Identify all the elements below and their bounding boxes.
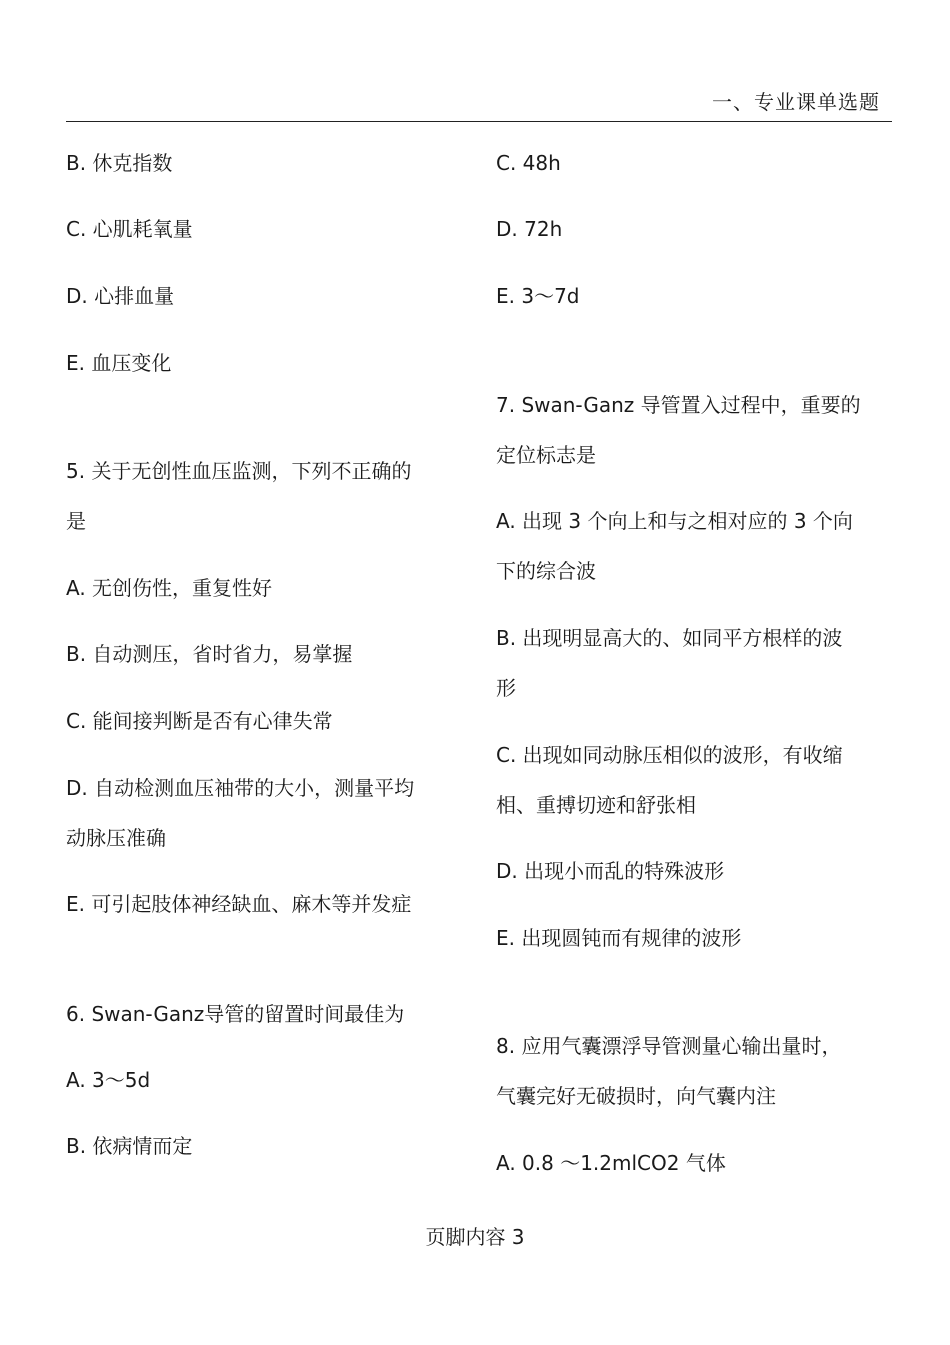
right-column-line: A. 0.8 ～1.2mlCO2 气体 <box>496 1151 726 1175</box>
header-rule <box>66 121 892 122</box>
left-column-line: A. 无创伤性，重复性好 <box>66 576 273 600</box>
left-column-line: B. 休克指数 <box>66 151 173 175</box>
right-column-line: 定位标志是 <box>496 443 596 467</box>
right-column-line: A. 出现 3 个向上和与之相对应的 3 个向 <box>496 509 853 533</box>
right-column-line: 下的综合波 <box>496 559 596 583</box>
right-column-line: E. 3～7d <box>496 284 580 308</box>
left-column-line: E. 可引起肢体神经缺血、麻木等并发症 <box>66 892 412 916</box>
right-column-line: C. 48h <box>496 151 561 175</box>
right-column-line: 7. Swan-Ganz 导管置入过程中，重要的 <box>496 393 861 417</box>
right-column-line: 相、重搏切迹和舒张相 <box>496 793 696 817</box>
left-column-line: 是 <box>66 509 86 533</box>
left-column-line: 动脉压准确 <box>66 826 166 850</box>
page-footer: 页脚内容 3 <box>425 1225 525 1249</box>
right-column-line: D. 72h <box>496 217 563 241</box>
left-column-line: A. 3～5d <box>66 1068 151 1092</box>
right-column-line: B. 出现明显高大的、如同平方根样的波 <box>496 626 843 650</box>
left-column-line: D. 自动检测血压袖带的大小，测量平均 <box>66 776 415 800</box>
left-column-line: 5. 关于无创性血压监测，下列不正确的 <box>66 459 412 483</box>
left-column-line: E. 血压变化 <box>66 351 172 375</box>
left-column-line: B. 自动测压，省时省力，易掌握 <box>66 642 353 666</box>
right-column-line: C. 出现如同动脉压相似的波形，有收缩 <box>496 743 843 767</box>
left-column-line: 6. Swan-Ganz导管的留置时间最佳为 <box>66 1002 405 1026</box>
right-column-line: 气囊完好无破损时，向气囊内注 <box>496 1084 776 1108</box>
left-column-line: B. 依病情而定 <box>66 1134 193 1158</box>
right-column-line: 形 <box>496 676 516 700</box>
left-column-line: D. 心排血量 <box>66 284 175 308</box>
right-column-line: E. 出现圆钝而有规律的波形 <box>496 926 742 950</box>
right-column-line: D. 出现小而乱的特殊波形 <box>496 859 725 883</box>
right-column-line: 8. 应用气囊漂浮导管测量心输出量时， <box>496 1034 842 1058</box>
left-column-line: C. 能间接判断是否有心律失常 <box>66 709 333 733</box>
left-column-line: C. 心肌耗氧量 <box>66 217 193 241</box>
page-header-title: 一、专业课单选题 <box>712 90 880 114</box>
